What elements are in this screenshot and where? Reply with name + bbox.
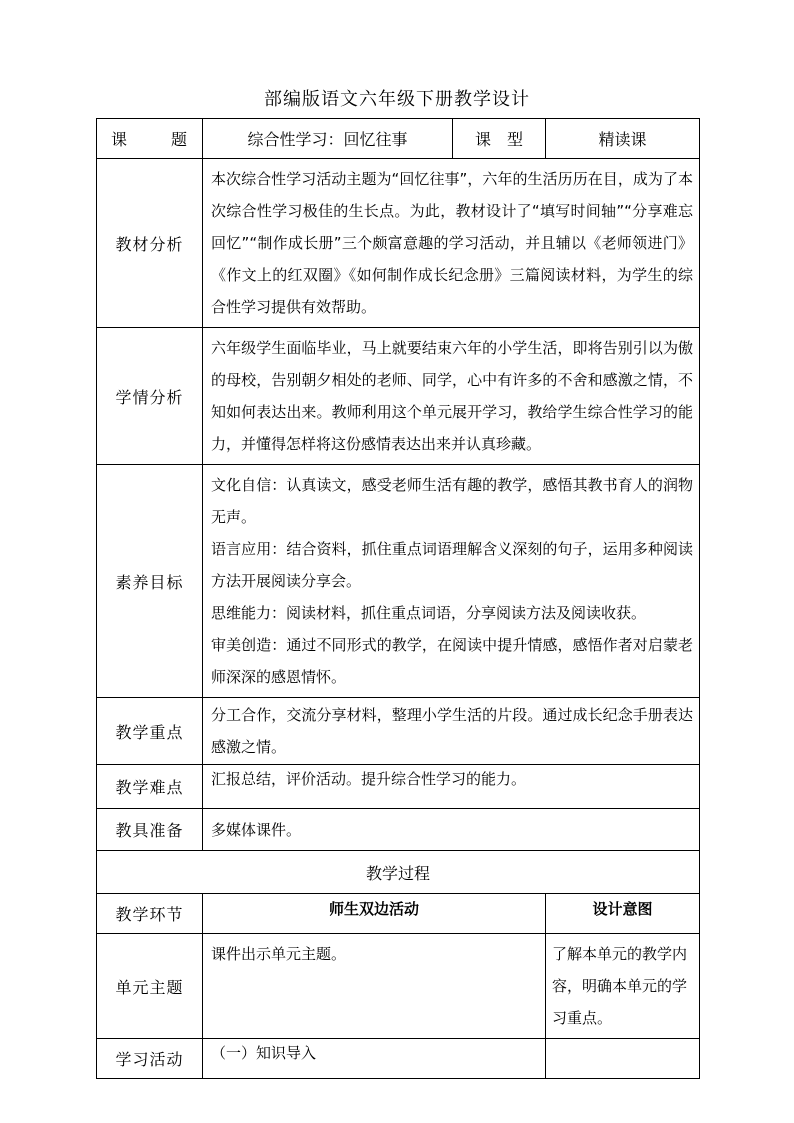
goal-item: 文化自信：认真读文，感受老师生活有趣的教学，感悟其教书育人的润物无声。: [211, 476, 694, 526]
step-stage: 学习活动: [97, 1039, 203, 1079]
lesson-label: 课 题: [97, 119, 203, 159]
goal-item: 思维能力：阅读材料，抓住重点词语，分享阅读方法及阅读收获。: [211, 604, 647, 622]
student-text: 六年级学生面临毕业，马上就要结束六年的小学生活，即将告别引以为傲的母校，告别朝夕相处的老师、同学，心中有许多的不舍和感激之情，不知如何表达出来。教师利用这个单元展开学习，教给学生综合性学习的能力，并懂得怎样将这份感情表达出来并认真珍藏。: [203, 328, 700, 465]
tools-row: [97, 809, 700, 851]
lesson-plan-table: [96, 118, 700, 1079]
material-text: 本次综合性学习活动主题为“回忆往事”，六年的生活历历在目，成为了本次综合性学习极佳的生长点。为此，教材设计了“填写时间轴”“分享难忘回忆”“制作成长册”三个颇富意趣的学习活动，并且辅以《老师领进门》《作文上的红双圈》《如何制作成长纪念册》三篇阅读材料，为学生的综合性学习提供有效帮助。: [203, 159, 700, 328]
goals-label: 素养目标: [97, 465, 203, 698]
key-text: 分工合作，交流分享材料，整理小学生活的片段。通过成长纪念手册表达感激之情。: [203, 698, 700, 765]
key-label: 教学重点: [97, 698, 203, 765]
process-step-row: [97, 934, 700, 1039]
goal-item: 审美创造：通过不同形式的教学，在阅读中提升情感，感悟作者对启蒙老师深深的感恩情怀。: [211, 636, 694, 686]
tools-text: 多媒体课件。: [203, 809, 700, 851]
key-row: [97, 698, 700, 765]
step-intent: 了解本单元的教学内容，明确本单元的学习重点。: [546, 934, 700, 1039]
process-heading: 教学过程: [97, 851, 700, 894]
lesson-header-row: [97, 119, 700, 159]
student-label: 学情分析: [97, 328, 203, 465]
step-intent: [546, 1039, 700, 1079]
difficulty-label: 教学难点: [97, 765, 203, 809]
step-activity: （一）知识导入: [203, 1039, 546, 1079]
material-row: [97, 159, 700, 328]
type-label: 课 型: [453, 119, 546, 159]
step-stage: 单元主题: [97, 934, 203, 1039]
activity-column-header: 师生双边活动: [203, 894, 546, 934]
student-row: [97, 328, 700, 465]
material-label: 教材分析: [97, 159, 203, 328]
difficulty-text: 汇报总结，评价活动。提升综合性学习的能力。: [203, 765, 700, 809]
intent-column-header: 设计意图: [546, 894, 700, 934]
goals-row: [97, 465, 700, 698]
stage-column-header: 教学环节: [97, 894, 203, 934]
step-activity: 课件出示单元主题。: [203, 934, 546, 1039]
document-title: 部编版语文六年级下册教学设计: [264, 89, 530, 110]
type-value: 精读课: [546, 119, 700, 159]
lesson-value: 综合性学习：回忆往事: [203, 119, 453, 159]
tools-label: 教具准备: [97, 809, 203, 851]
goals-list: [203, 465, 700, 698]
process-heading-row: [97, 851, 700, 894]
process-step-row: [97, 1039, 700, 1079]
goal-item: 语言应用：结合资料，抓住重点词语理解含义深刻的句子，运用多种阅读方法开展阅读分享会。: [211, 540, 694, 590]
process-column-header: [97, 894, 700, 934]
difficulty-row: [97, 765, 700, 809]
